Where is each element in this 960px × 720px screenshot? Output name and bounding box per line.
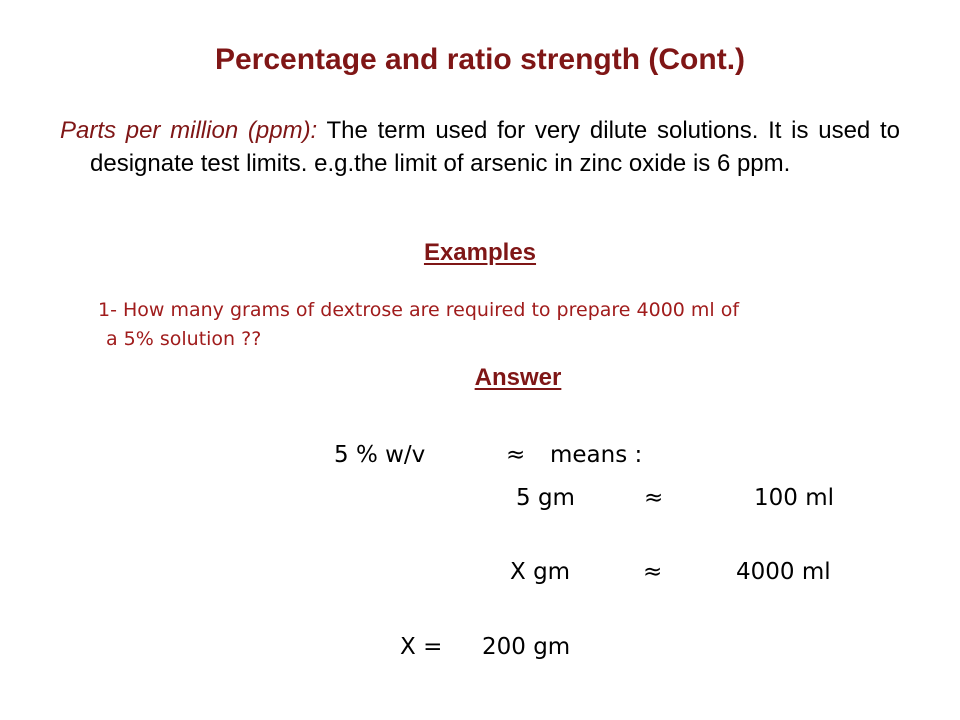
examples-heading: Examples	[423, 239, 537, 266]
ppm-definition	[60, 114, 900, 180]
calc-concentration-label: 5 % w/v	[334, 442, 426, 468]
definition-term: Parts per million (ppm):	[60, 117, 318, 144]
slide-title: Percentage and ratio strength (Cont.)	[214, 43, 746, 76]
approx-symbol: ≈	[643, 559, 663, 585]
calc-unknown-mass: X gm	[510, 559, 571, 585]
calc-unknown-volume: 4000 ml	[736, 559, 831, 585]
question-line-2: a 5% solution ??	[106, 328, 262, 350]
question-line-1: 1- How many grams of dextrose are required to prepare 4000 ml of	[98, 299, 740, 321]
answer-heading: Answer	[474, 364, 562, 391]
calc-means-label: means :	[550, 442, 643, 468]
definition-text: The term used for very dilute solutions. It is used to designate test limits. e.g.the limit of arsenic in zinc oxide is 6 ppm.	[90, 117, 901, 177]
calc-ratio-mass: 5 gm	[516, 485, 575, 511]
approx-symbol: ≈	[506, 442, 526, 468]
calc-ratio-volume: 100 ml	[754, 485, 835, 511]
calc-result-label: X =	[400, 634, 443, 660]
approx-symbol: ≈	[644, 485, 664, 511]
calc-result-value: 200 gm	[482, 634, 571, 660]
example-question	[98, 296, 918, 354]
